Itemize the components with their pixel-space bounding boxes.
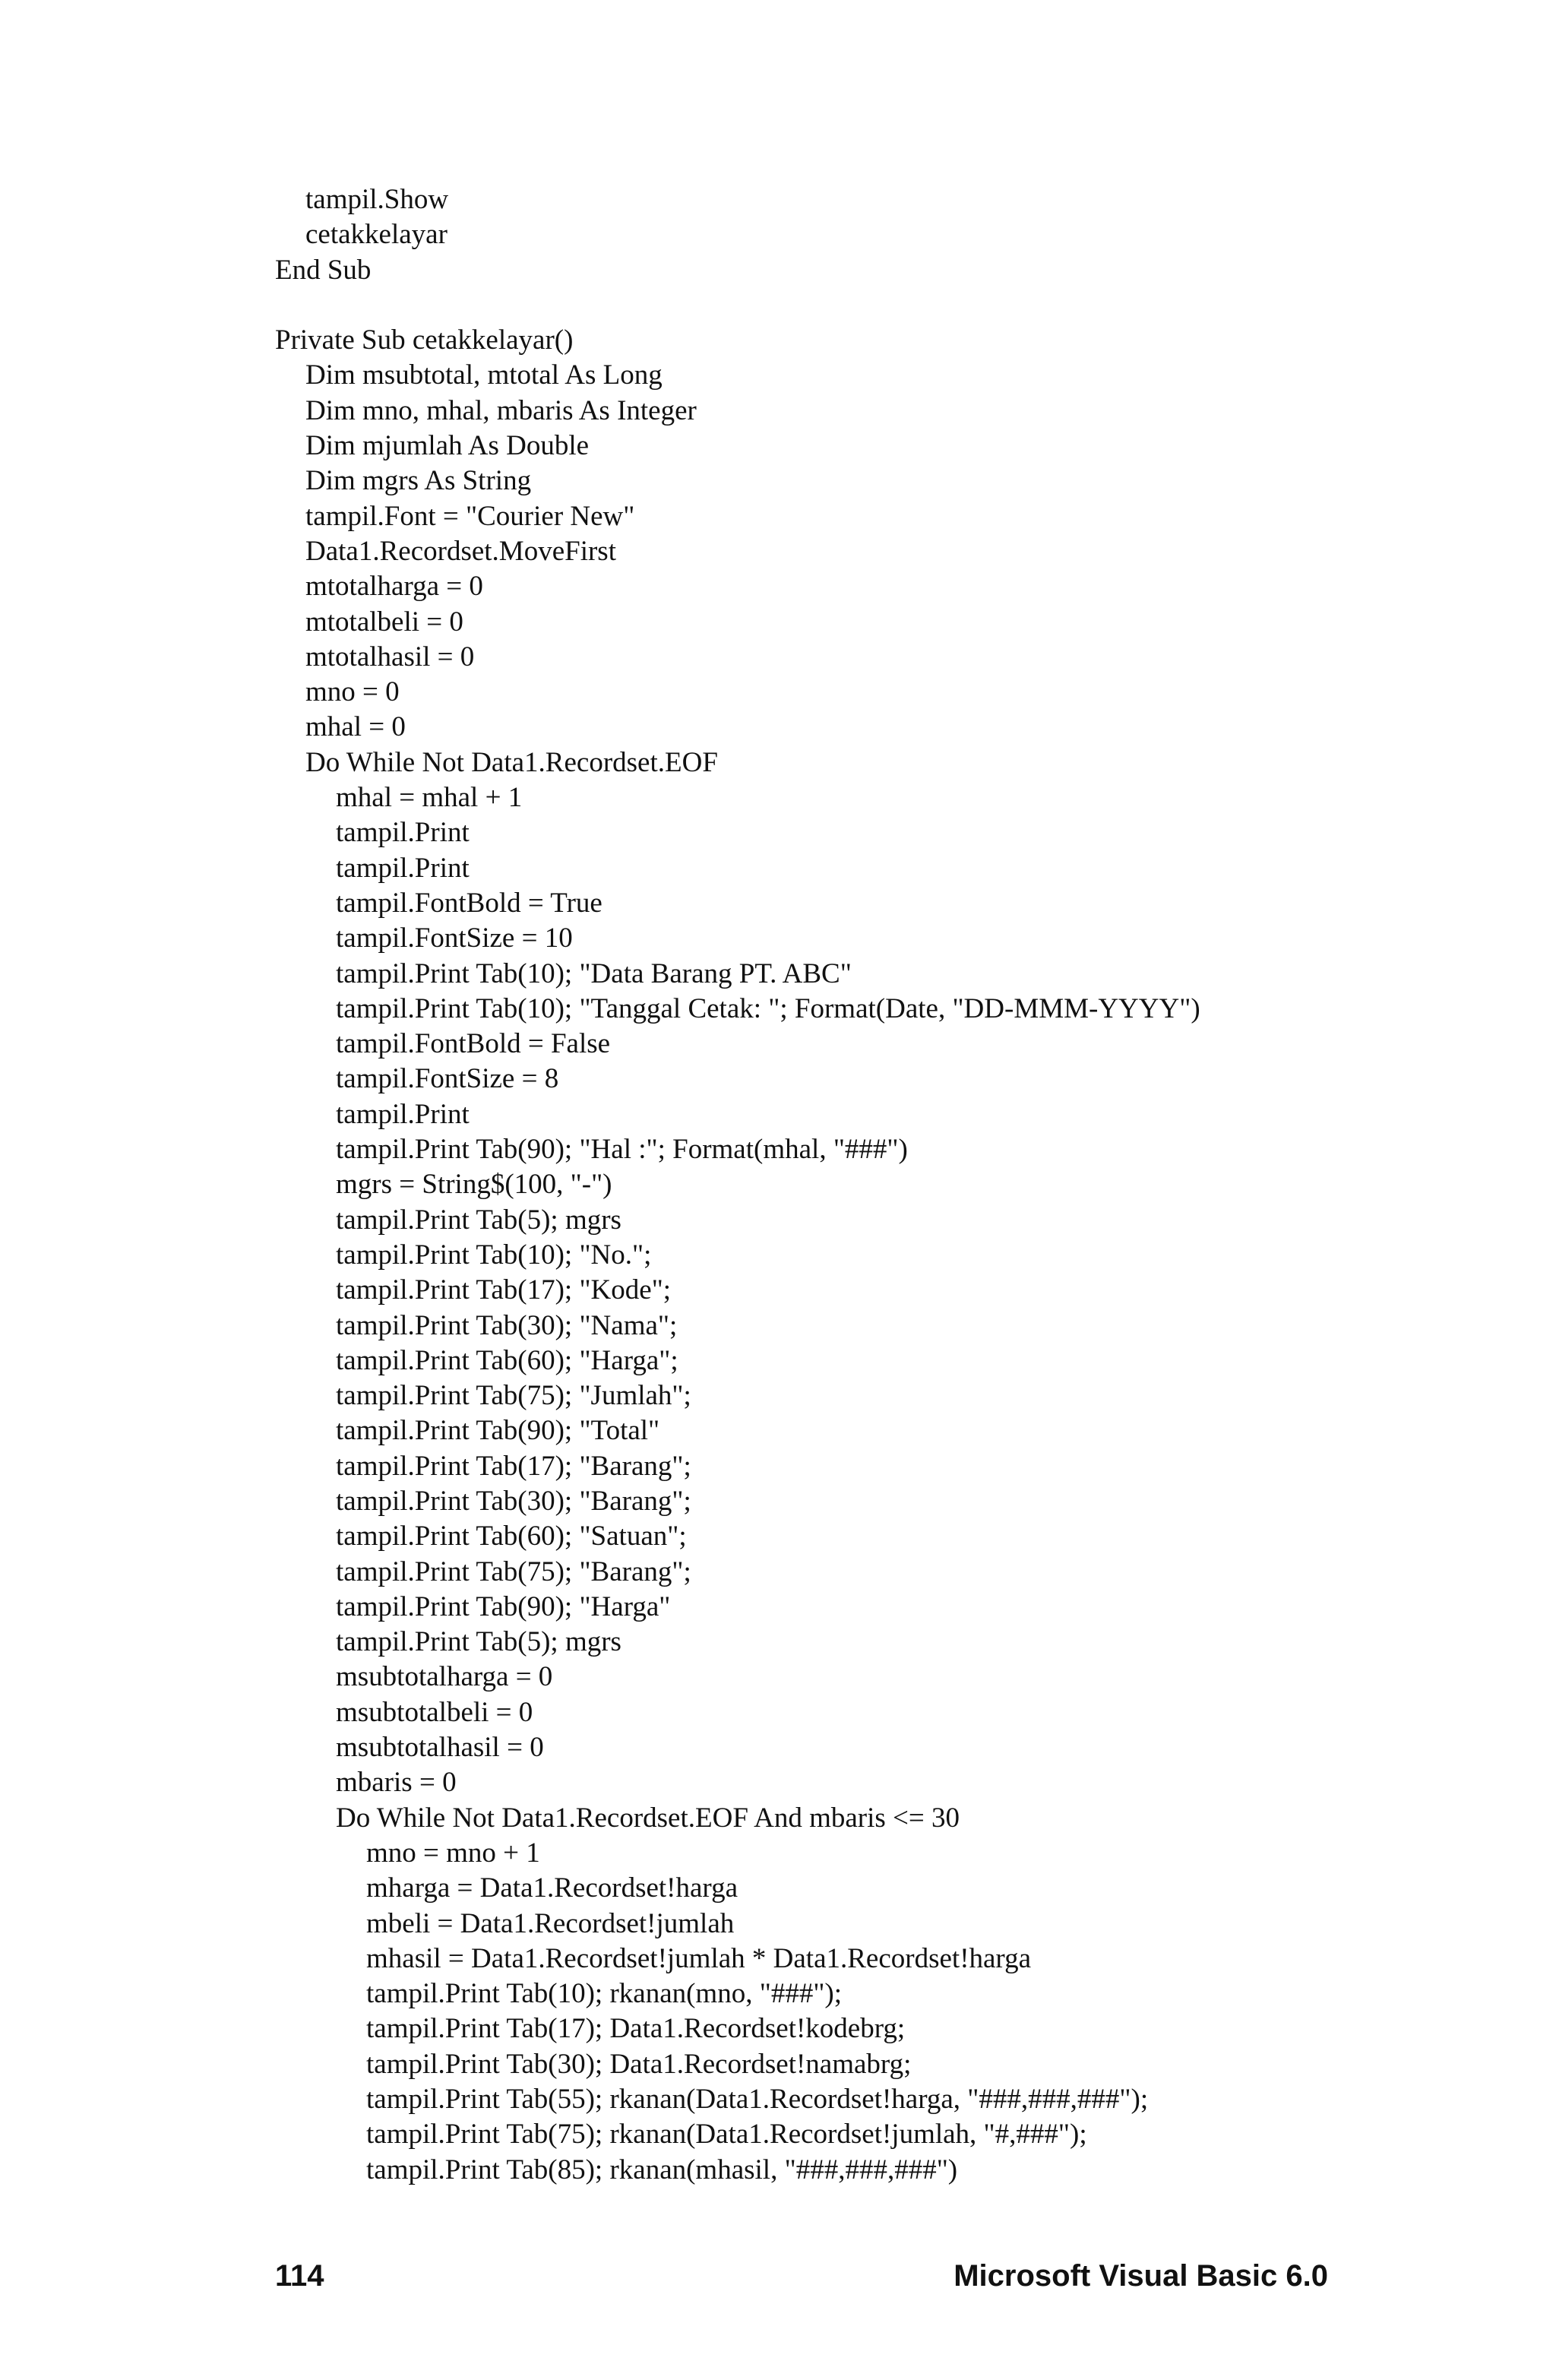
code-line: tampil.Print Tab(60); "Satuan";: [336, 1521, 687, 1552]
code-line: mtotalharga = 0: [305, 571, 483, 603]
code-line: Dim mno, mhal, mbaris As Integer: [305, 394, 697, 426]
code-line: Do While Not Data1.Recordset.EOF: [305, 746, 718, 778]
code-line: tampil.Print Tab(30); "Nama";: [336, 1309, 678, 1341]
code-line: tampil.Print Tab(10); "Data Barang PT. ABC": [336, 957, 852, 989]
code-line: tampil.Print Tab(5); mgrs: [336, 1626, 621, 1658]
code-line: msubtotalhasil = 0: [336, 1732, 544, 1764]
code-line: cetakkelayar: [305, 219, 448, 251]
code-line: tampil.Print Tab(17); "Kode";: [336, 1274, 672, 1306]
code-line: tampil.Print Tab(17); Data1.Recordset!kodebrg;: [366, 2013, 906, 2045]
code-line: Private Sub cetakkelayar(): [275, 324, 574, 356]
code-line: tampil.Print Tab(90); "Harga": [336, 1590, 671, 1622]
code-line: tampil.Print Tab(90); "Hal :"; Format(mhal, "###"): [336, 1134, 908, 1166]
code-line: End Sub: [275, 254, 372, 286]
code-line: tampil.FontSize = 10: [336, 923, 573, 954]
code-line: tampil.Print: [336, 817, 470, 849]
code-line: Dim msubtotal, mtotal As Long: [305, 359, 663, 391]
code-line: tampil.Print Tab(60); "Harga";: [336, 1344, 678, 1376]
code-line: tampil.Font = "Courier New": [305, 500, 635, 532]
code-line: Dim mjumlah As Double: [305, 430, 590, 462]
code-line: mharga = Data1.Recordset!harga: [366, 1872, 738, 1904]
code-line: tampil.Print Tab(75); "Barang";: [336, 1556, 691, 1587]
code-line: mno = 0: [305, 676, 400, 708]
code-line: tampil.Print Tab(75); "Jumlah";: [336, 1380, 691, 1412]
code-line: Data1.Recordset.MoveFirst: [305, 535, 616, 567]
code-line: mtotalbeli = 0: [305, 606, 463, 638]
code-line: tampil.Print Tab(75); rkanan(Data1.Recordset!jumlah, "#,###");: [366, 2119, 1087, 2151]
code-line: tampil.Print Tab(17); "Barang";: [336, 1450, 691, 1482]
code-line: mbeli = Data1.Recordset!jumlah: [366, 1907, 735, 1939]
code-line: tampil.Print Tab(10); "No.";: [336, 1239, 652, 1271]
code-line: tampil.Print Tab(90); "Total": [336, 1415, 660, 1447]
blank-line: [275, 288, 1415, 323]
code-line: mhasil = Data1.Recordset!jumlah * Data1.Recordset!harga: [366, 1942, 1032, 1974]
page-number: 114: [275, 2259, 324, 2293]
code-line: mtotalhasil = 0: [305, 641, 475, 673]
code-line: tampil.Print Tab(85); rkanan(mhasil, "###,###,###"): [366, 2154, 958, 2185]
code-line: tampil.Print Tab(10); "Tanggal Cetak: "; Format(Date, "DD-MMM-YYYY"): [336, 992, 1200, 1024]
code-line: tampil.Print Tab(30); "Barang";: [336, 1485, 691, 1517]
code-line: mhal = 0: [305, 711, 406, 743]
code-line: tampil.Show: [305, 184, 449, 215]
code-listing: [275, 182, 1415, 2188]
code-line: msubtotalbeli = 0: [336, 1696, 533, 1728]
code-line: tampil.Print Tab(30); Data1.Recordset!namabrg;: [366, 2048, 912, 2080]
code-line: mno = mno + 1: [366, 1837, 540, 1869]
code-line: mhal = mhal + 1: [336, 782, 523, 814]
code-line: tampil.FontBold = False: [336, 1028, 611, 1060]
code-line: tampil.Print Tab(5); mgrs: [336, 1204, 621, 1236]
code-line: Dim mgrs As String: [305, 465, 532, 497]
code-line: Do While Not Data1.Recordset.EOF And mbaris <= 30: [336, 1802, 960, 1834]
code-line: tampil.Print: [336, 1098, 470, 1130]
code-line: tampil.FontSize = 8: [336, 1063, 559, 1095]
code-line: tampil.Print Tab(55); rkanan(Data1.Recordset!harga, "###,###,###");: [366, 2084, 1149, 2116]
book-title: Microsoft Visual Basic 6.0: [954, 2259, 1328, 2293]
code-line: mgrs = String$(100, "-"): [336, 1169, 612, 1201]
code-line: tampil.Print Tab(10); rkanan(mno, "###");: [366, 1978, 843, 2010]
code-line: mbaris = 0: [336, 1767, 457, 1799]
code-line: tampil.FontBold = True: [336, 887, 602, 919]
code-line: tampil.Print: [336, 852, 470, 884]
code-line: msubtotalharga = 0: [336, 1661, 553, 1693]
